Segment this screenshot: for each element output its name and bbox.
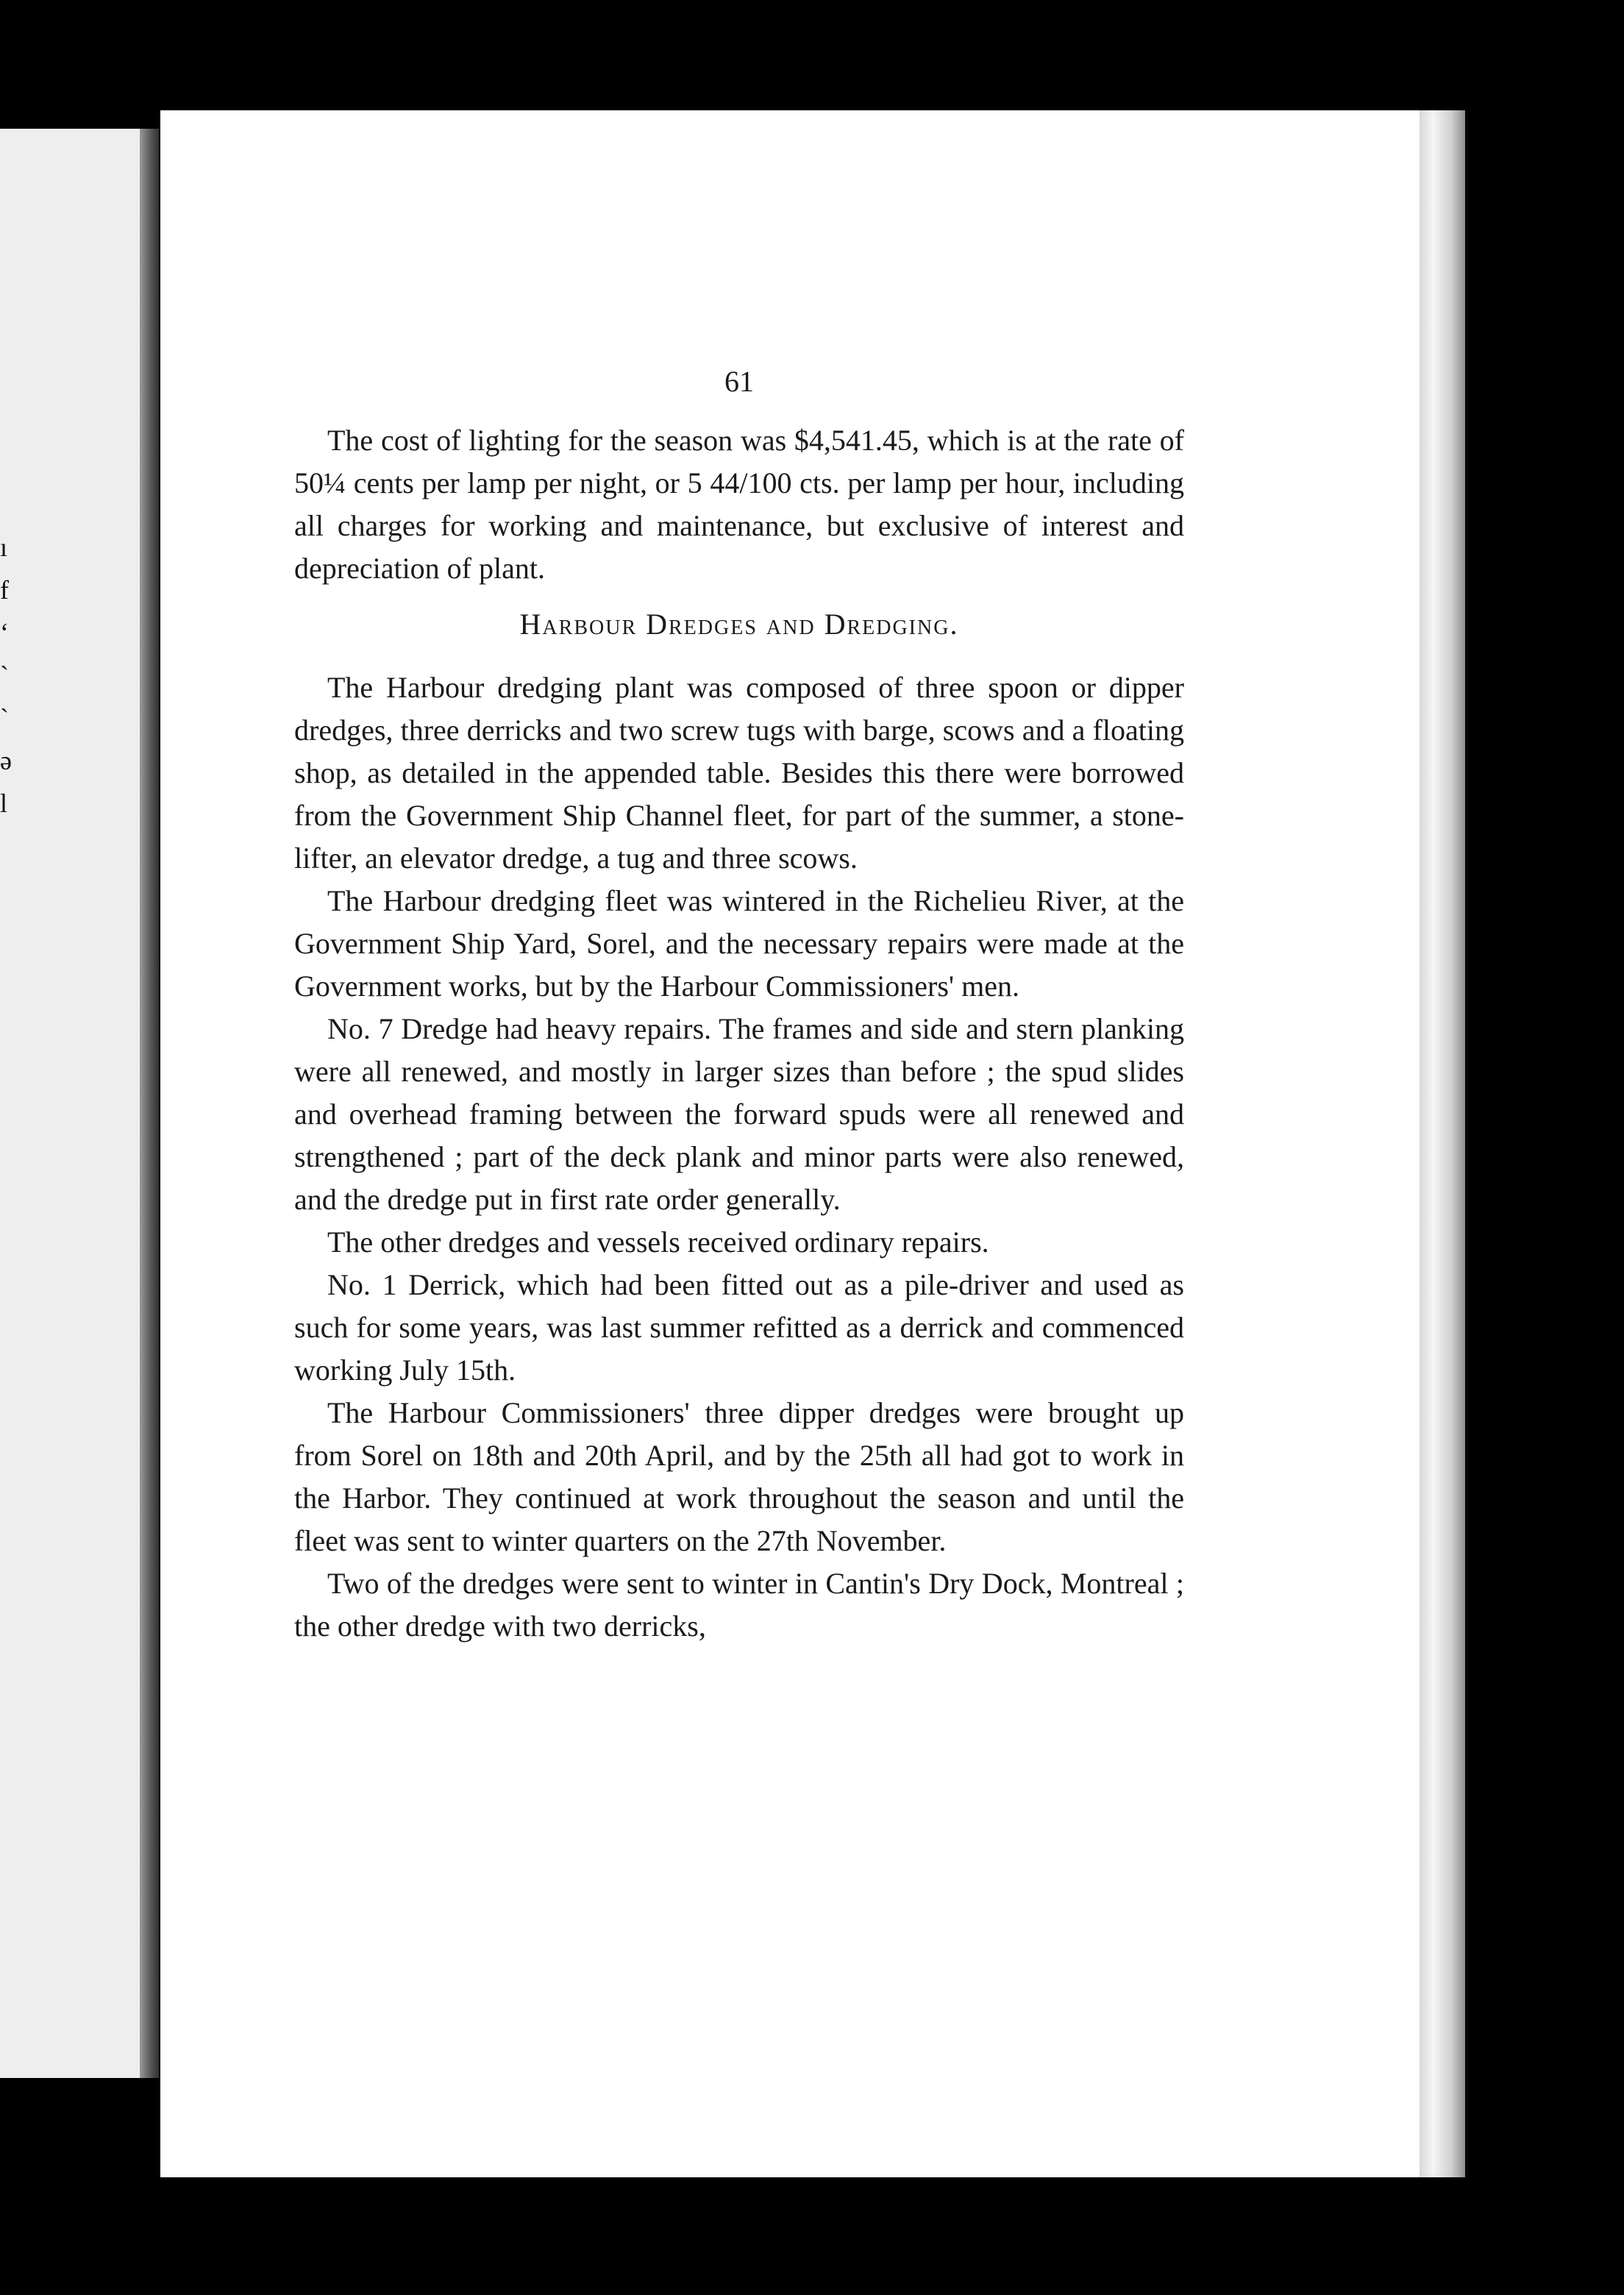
margin-fragment: ˋ bbox=[0, 703, 9, 733]
paragraph: No. 7 Dredge had heavy repairs. The frames and side and stern planking were all renewed, and mostly in larger sizes than before ; the spud slides and overhead framing between the forward spuds were all renewed and strengthened ; part of the deck plank and minor parts were also renewed, and the dredge put in first rate order generally. bbox=[294, 1012, 1184, 1216]
page-edge bbox=[1420, 110, 1465, 2177]
margin-fragment: ı bbox=[0, 533, 8, 562]
paragraph: The Harbour dredging fleet was wintered in the Richelieu River, at the Government Ship Yard, Sorel, and the necessary repairs were made at the Government works, but by the Harbour Commissioners' men. bbox=[294, 884, 1184, 1003]
page-number: 61 bbox=[724, 365, 754, 398]
paragraph: The other dredges and vessels received ordinary repairs. bbox=[327, 1225, 989, 1259]
paragraph: The Harbour Commissioners' three dipper dredges were brought up from Sorel on 18th and 20th April, and by the 25th all had got to work in the Harbor. They continued at work throughout the season and until the fleet was sent to winter quarters on the 27th November. bbox=[294, 1396, 1184, 1557]
margin-fragment: ʻ bbox=[0, 618, 9, 647]
margin-fragment: f bbox=[0, 575, 9, 605]
paragraph: The Harbour dredging plant was composed of three spoon or dipper dredges, three derricks and two screw tugs with barge, scows and a floating shop, as detailed in the appended table. Besides this there were borrowed from the Government Ship Channel fleet, for part of the summer, a stone-lifter, an elevator dredge, a tug and three scows. bbox=[294, 671, 1184, 875]
margin-fragment: ˋ bbox=[0, 661, 9, 690]
page-text bbox=[294, 360, 1184, 1648]
paragraph: No. 1 Derrick, which had been fitted out as a pile-driver and used as such for some years, was last summer refitted as a derrick and commenced working July 15th. bbox=[294, 1268, 1184, 1387]
left-page-margin-fragments bbox=[0, 526, 15, 825]
paragraph-lighting-cost: The cost of lighting for the season was $4,541.45, which is at the rate of 50¼ cents per lamp per night, or 5 44/100 cts. per lamp per hour, including all charges for working and maintenance, but exclusive of interest and depreciation of plant. bbox=[294, 424, 1184, 585]
section-heading: Harbour Dredges and Dredging. bbox=[519, 608, 959, 641]
paragraph: Two of the dredges were sent to winter in Cantin's Dry Dock, Montreal ; the other dredge with two derricks, bbox=[294, 1567, 1184, 1643]
margin-fragment: ə bbox=[0, 746, 12, 775]
left-facing-page bbox=[0, 129, 151, 2078]
margin-fragment: l bbox=[0, 789, 8, 818]
book-gutter bbox=[140, 129, 159, 2078]
